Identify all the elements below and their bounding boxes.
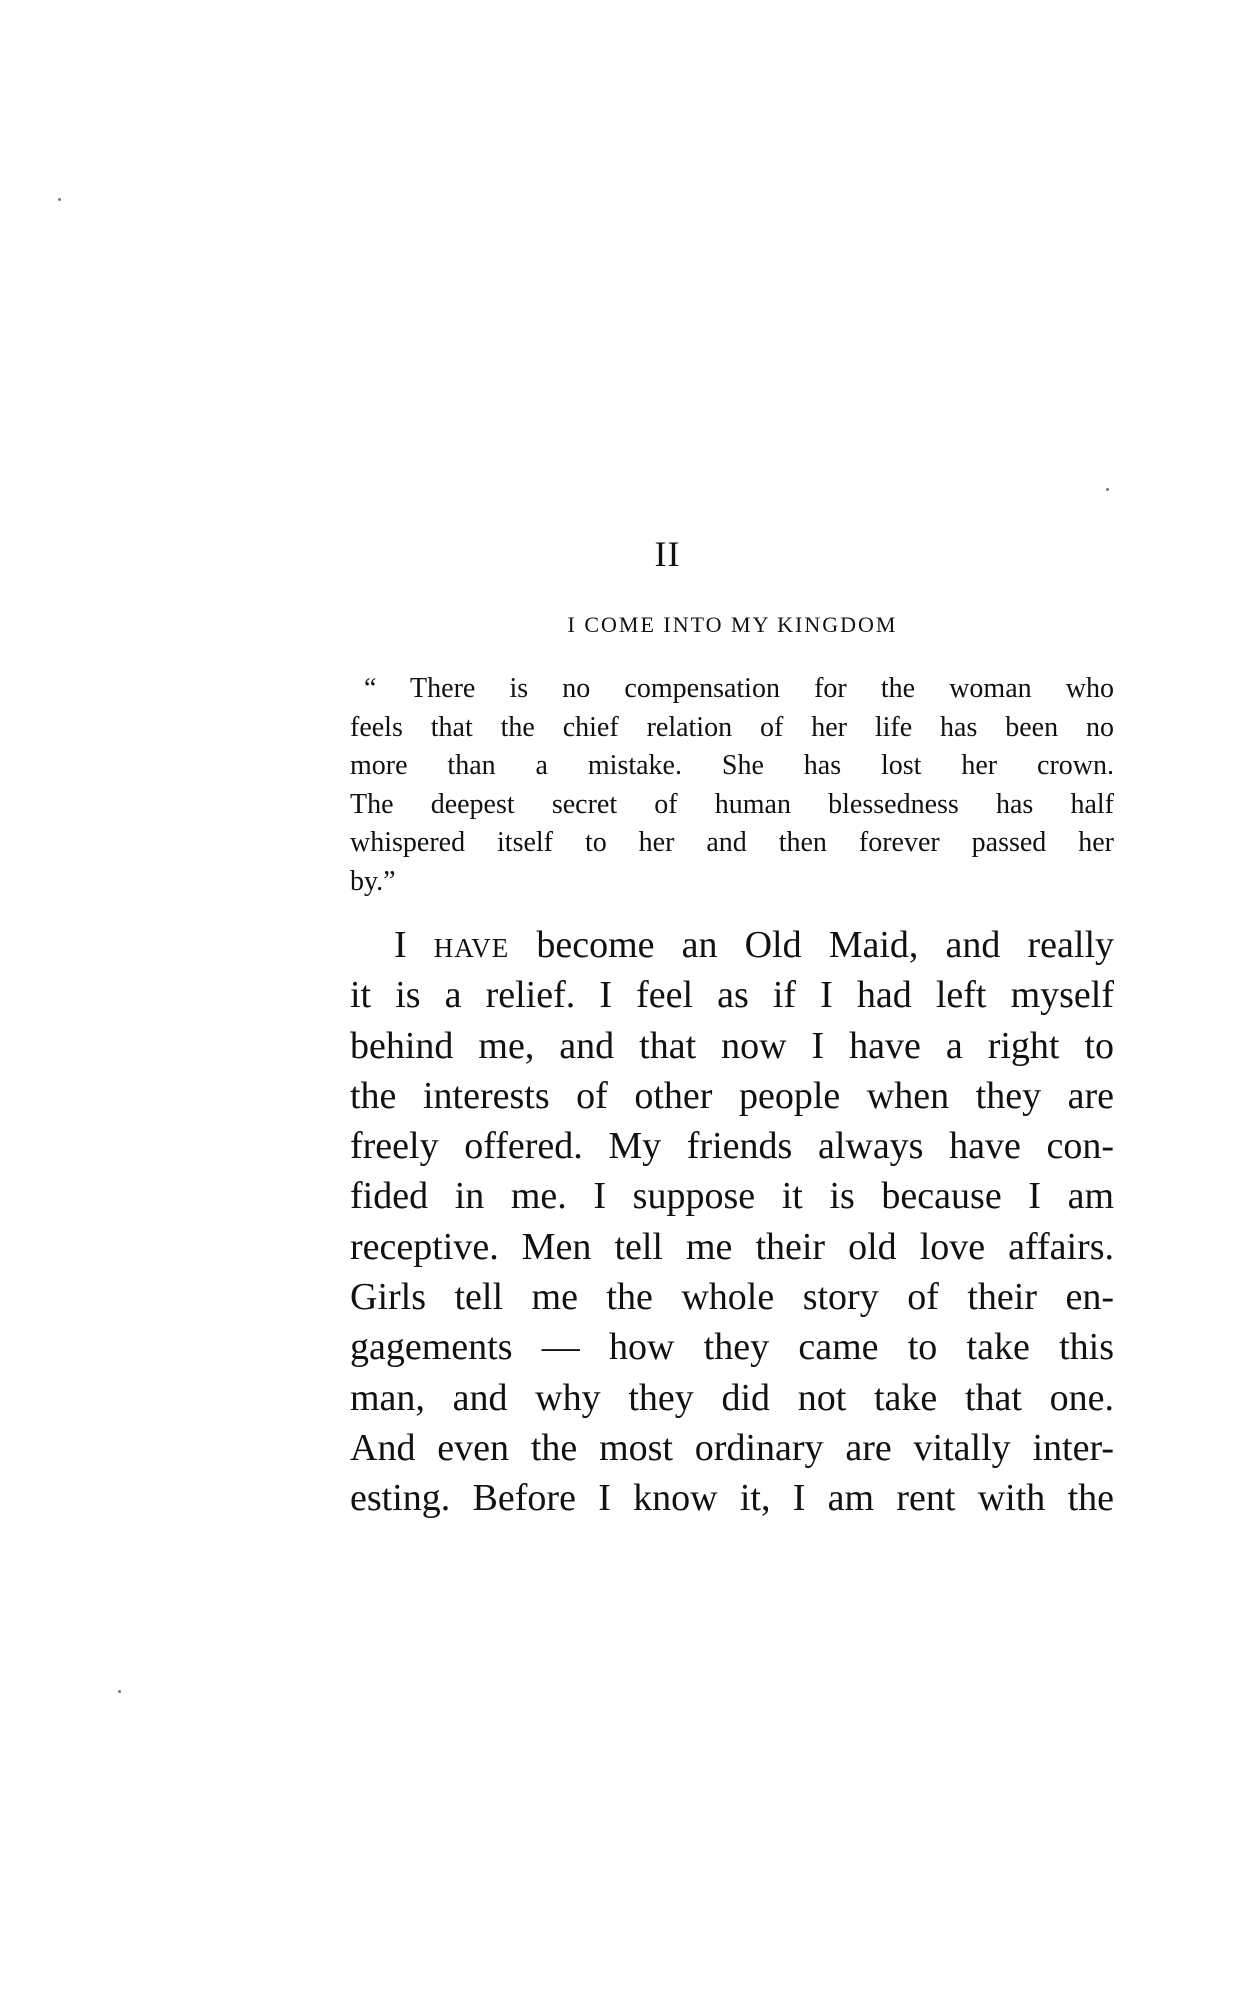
body-line: man, and why they did not take that one. bbox=[350, 1376, 1114, 1419]
epigraph-line: The deepest secret of human blessedness has half bbox=[350, 788, 1114, 820]
epigraph-line: more than a mistake. She has lost her crown. bbox=[350, 750, 1114, 781]
body-line: fided in me. I suppose it is because I am bbox=[350, 1175, 1114, 1218]
chapter-title: I COME INTO MY KINGDOM bbox=[567, 612, 898, 637]
body-line: freely offered. My friends always have con- bbox=[350, 1125, 1114, 1168]
scan-speck bbox=[118, 1690, 121, 1693]
body-first-line-rest: become an Old Maid, and really bbox=[536, 924, 1115, 966]
body-smallcaps-word: have bbox=[433, 924, 510, 966]
epigraph bbox=[350, 670, 1114, 901]
body-line: behind me, and that now I have a right to bbox=[350, 1024, 1114, 1067]
body-line bbox=[350, 920, 1114, 970]
body-line: Girls tell me the whole story of their en- bbox=[350, 1276, 1114, 1319]
epigraph-line: whispered itself to her and then forever passed her bbox=[350, 827, 1114, 858]
body-line: it is a relief. I feel as if I had left myself bbox=[350, 974, 1114, 1017]
body-line: And even the most ordinary are vitally inter- bbox=[350, 1426, 1114, 1469]
body-line: gagements — how they came to take this bbox=[350, 1326, 1114, 1369]
body-line: esting. Before I know it, I am rent with the bbox=[350, 1477, 1114, 1520]
epigraph-line: “ There is no compensation for the woman who bbox=[364, 673, 1114, 704]
epigraph-line: feels that the chief relation of her life has been no bbox=[350, 711, 1114, 743]
body-text bbox=[350, 920, 1114, 1524]
scan-speck bbox=[58, 198, 61, 201]
body-line: receptive. Men tell me their old love affairs. bbox=[350, 1225, 1114, 1268]
body-line: the interests of other people when they are bbox=[350, 1074, 1114, 1117]
scan-speck bbox=[1106, 488, 1109, 491]
body-lead-word: I bbox=[394, 924, 407, 966]
chapter-number: II bbox=[654, 534, 681, 574]
epigraph-line: by.” bbox=[350, 865, 396, 897]
